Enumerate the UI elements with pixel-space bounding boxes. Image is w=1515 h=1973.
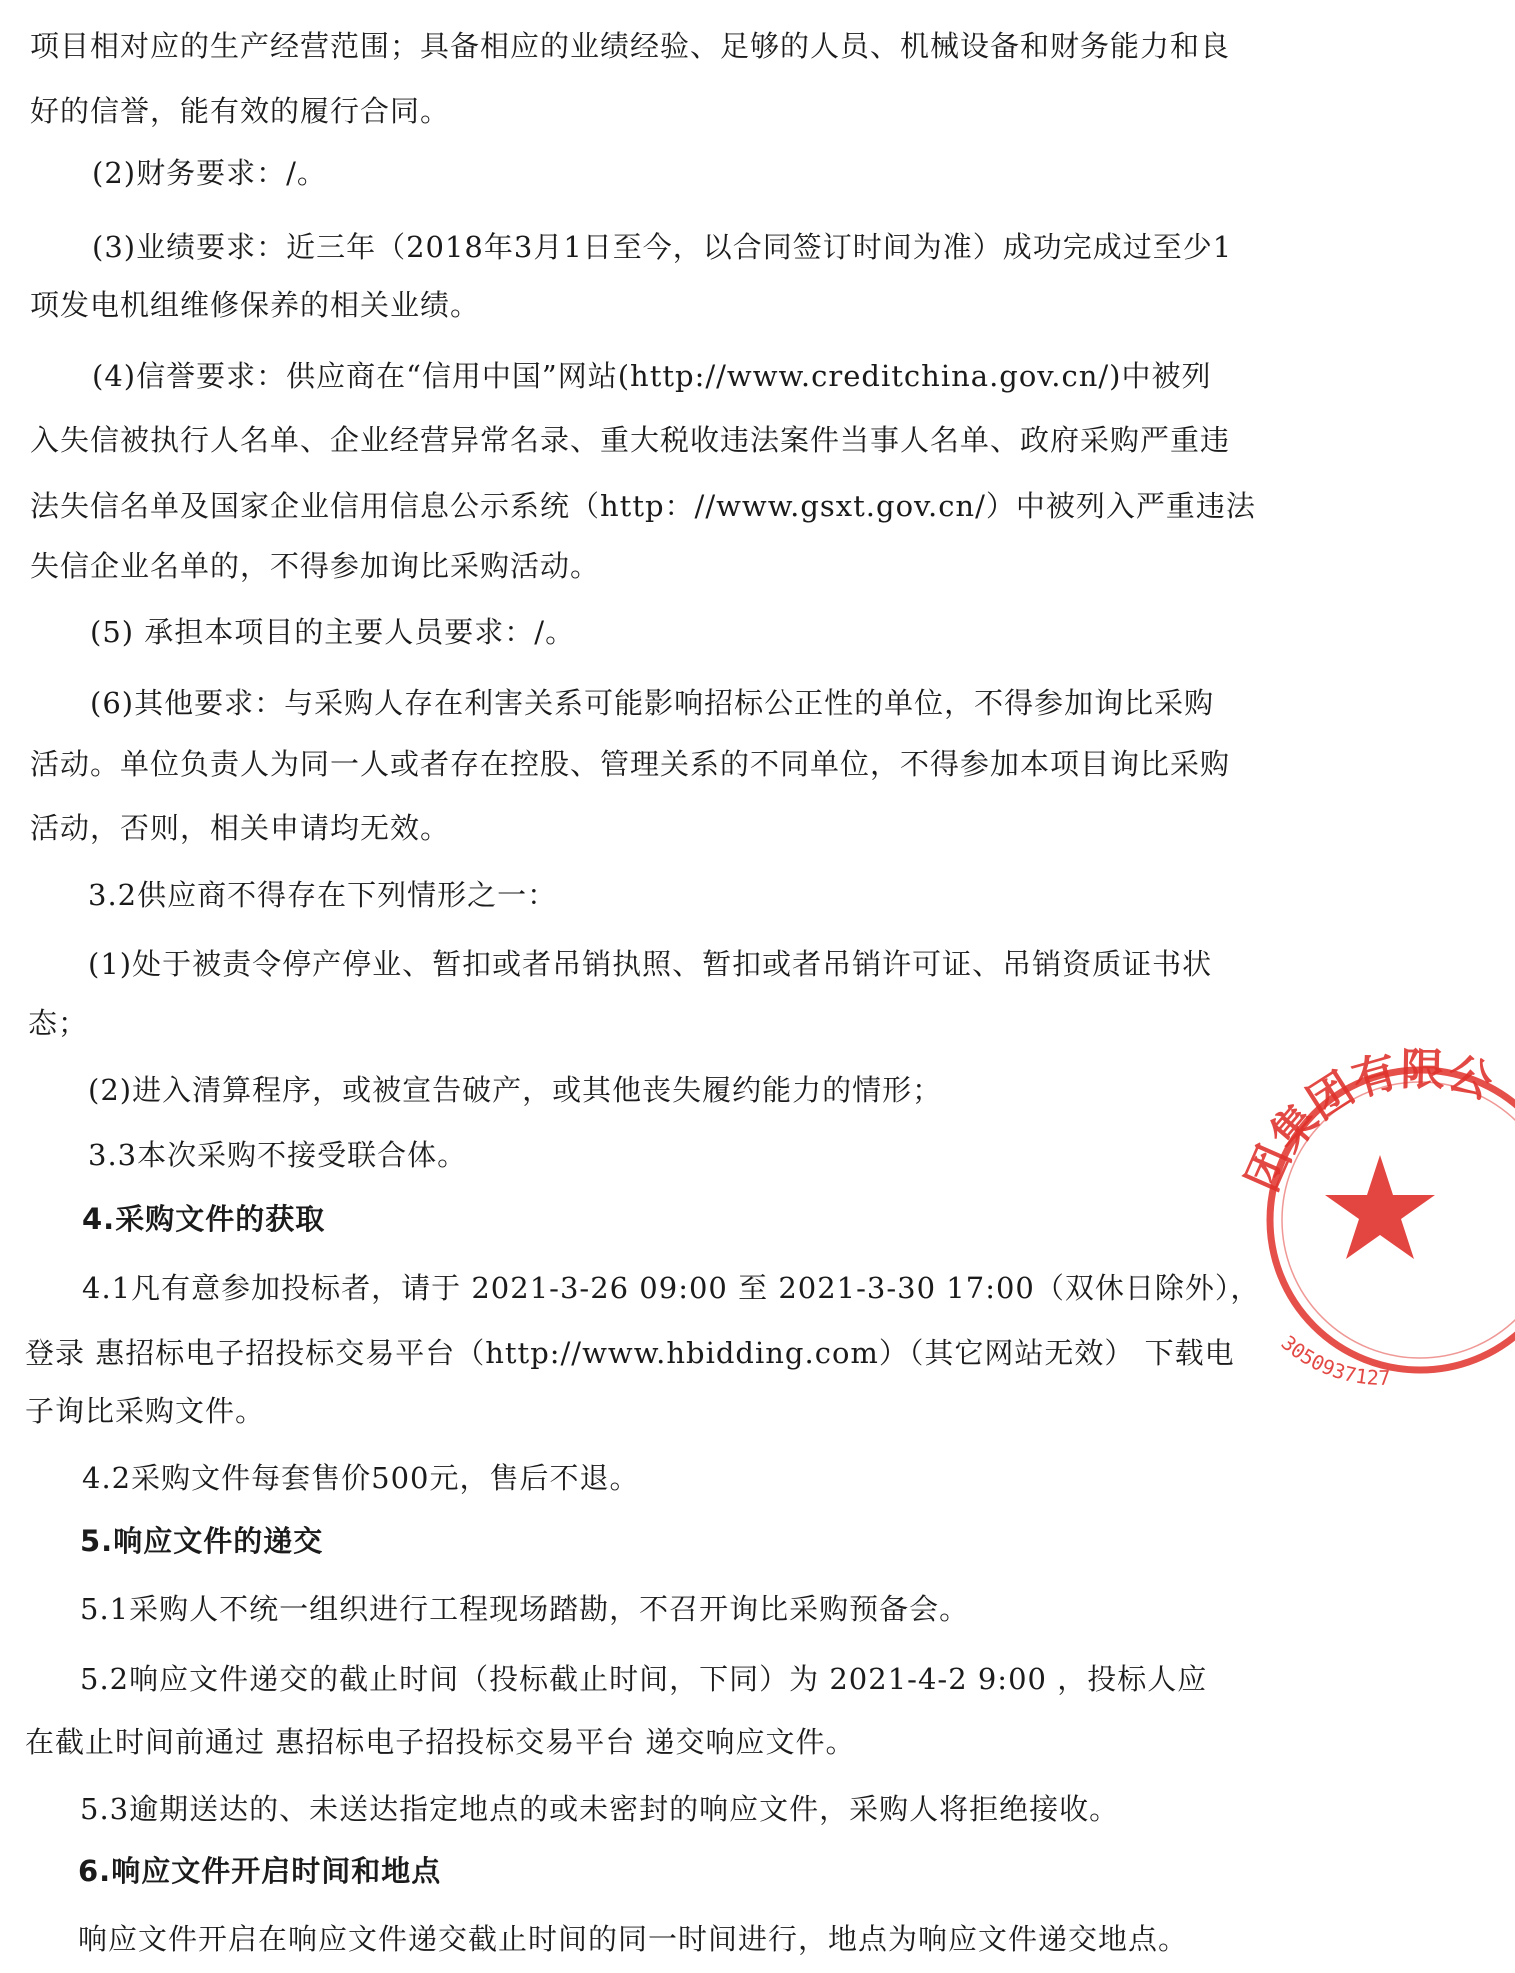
text-line: 项目相对应的生产经营范围；具备相应的业绩经验、足够的人员、机械设备和财务能力和良 (30, 29, 1231, 63)
text-line: 5.1采购人不统一组织进行工程现场踏勘，不召开询比采购预备会。 (80, 1592, 970, 1626)
text-line: 子询比采购文件。 (25, 1394, 266, 1428)
text-line: 态； (28, 1006, 89, 1040)
text-line: 4.1凡有意参加投标者，请于 2021-3-26 09:00 至 2021-3-30 17:00（双休日除外）， (82, 1271, 1261, 1305)
text-line: 入失信被执行人名单、企业经营异常名录、重大税收违法案件当事人名单、政府采购严重违 (30, 423, 1231, 457)
text-line: 项发电机组维修保养的相关业绩。 (30, 288, 481, 322)
text-line: 响应文件开启在响应文件递交截止时间的同一时间进行，地点为响应文件递交地点。 (78, 1922, 1189, 1956)
seal-number: 3050937127 (1276, 1330, 1391, 1390)
text-line: 法失信名单及国家企业信用信息公示系统（http：//www.gsxt.gov.cn/）中被列入严重违法 (30, 489, 1256, 523)
seal-text: 团集团有限公 (1236, 1044, 1499, 1199)
text-line: 登录 惠招标电子招投标交易平台（http://www.hbidding.com）（其它网站无效） 下载电 (25, 1336, 1235, 1370)
star-icon (1325, 1155, 1435, 1259)
text-line: (2)财务要求：/。 (92, 156, 327, 190)
text-line: 失信企业名单的，不得参加询比采购活动。 (30, 549, 601, 583)
text-line: (1)处于被责令停产停业、暂扣或者吊销执照、暂扣或者吊销许可证、吊销资质证书状 (88, 947, 1213, 981)
text-line: 好的信誉，能有效的履行合同。 (30, 94, 451, 128)
text-line: 3.3本次采购不接受联合体。 (88, 1138, 468, 1172)
text-line: 4.2采购文件每套售价500元，售后不退。 (82, 1461, 640, 1495)
text-line: 活动。单位负责人为同一人或者存在控股、管理关系的不同单位，不得参加本项目询比采购 (30, 747, 1231, 781)
text-line: 活动，否则，相关申请均无效。 (30, 811, 451, 845)
text-line: (6)其他要求：与采购人存在利害关系可能影响招标公正性的单位，不得参加询比采购 (90, 686, 1215, 720)
text-line: 3.2供应商不得存在下列情形之一： (88, 878, 558, 912)
text-line: 5.2响应文件递交的截止时间（投标截止时间，下同）为 2021-4-2 9:00 ，投标人应 (80, 1662, 1208, 1696)
text-line: (2)进入清算程序，或被宣告破产，或其他丧失履约能力的情形； (88, 1073, 943, 1107)
text-line: (3)业绩要求：近三年（2018年3月1日至今，以合同签订时间为准）成功完成过至少1 (92, 230, 1233, 264)
text-line: (5) 承担本项目的主要人员要求：/。 (90, 615, 576, 649)
company-seal (1236, 1044, 1515, 1390)
section-heading: 6.响应文件开启时间和地点 (78, 1854, 442, 1888)
text-line: 在截止时间前通过 惠招标电子招投标交易平台 递交响应文件。 (25, 1725, 856, 1759)
text-line: (4)信誉要求：供应商在“信用中国”网站(http://www.creditchina.gov.cn/)中被列 (92, 359, 1212, 393)
section-heading: 5.响应文件的递交 (80, 1524, 324, 1558)
text-line: 5.3逾期送达的、未送达指定地点的或未密封的响应文件，采购人将拒绝接收。 (80, 1792, 1120, 1826)
section-heading: 4.采购文件的获取 (82, 1202, 326, 1236)
